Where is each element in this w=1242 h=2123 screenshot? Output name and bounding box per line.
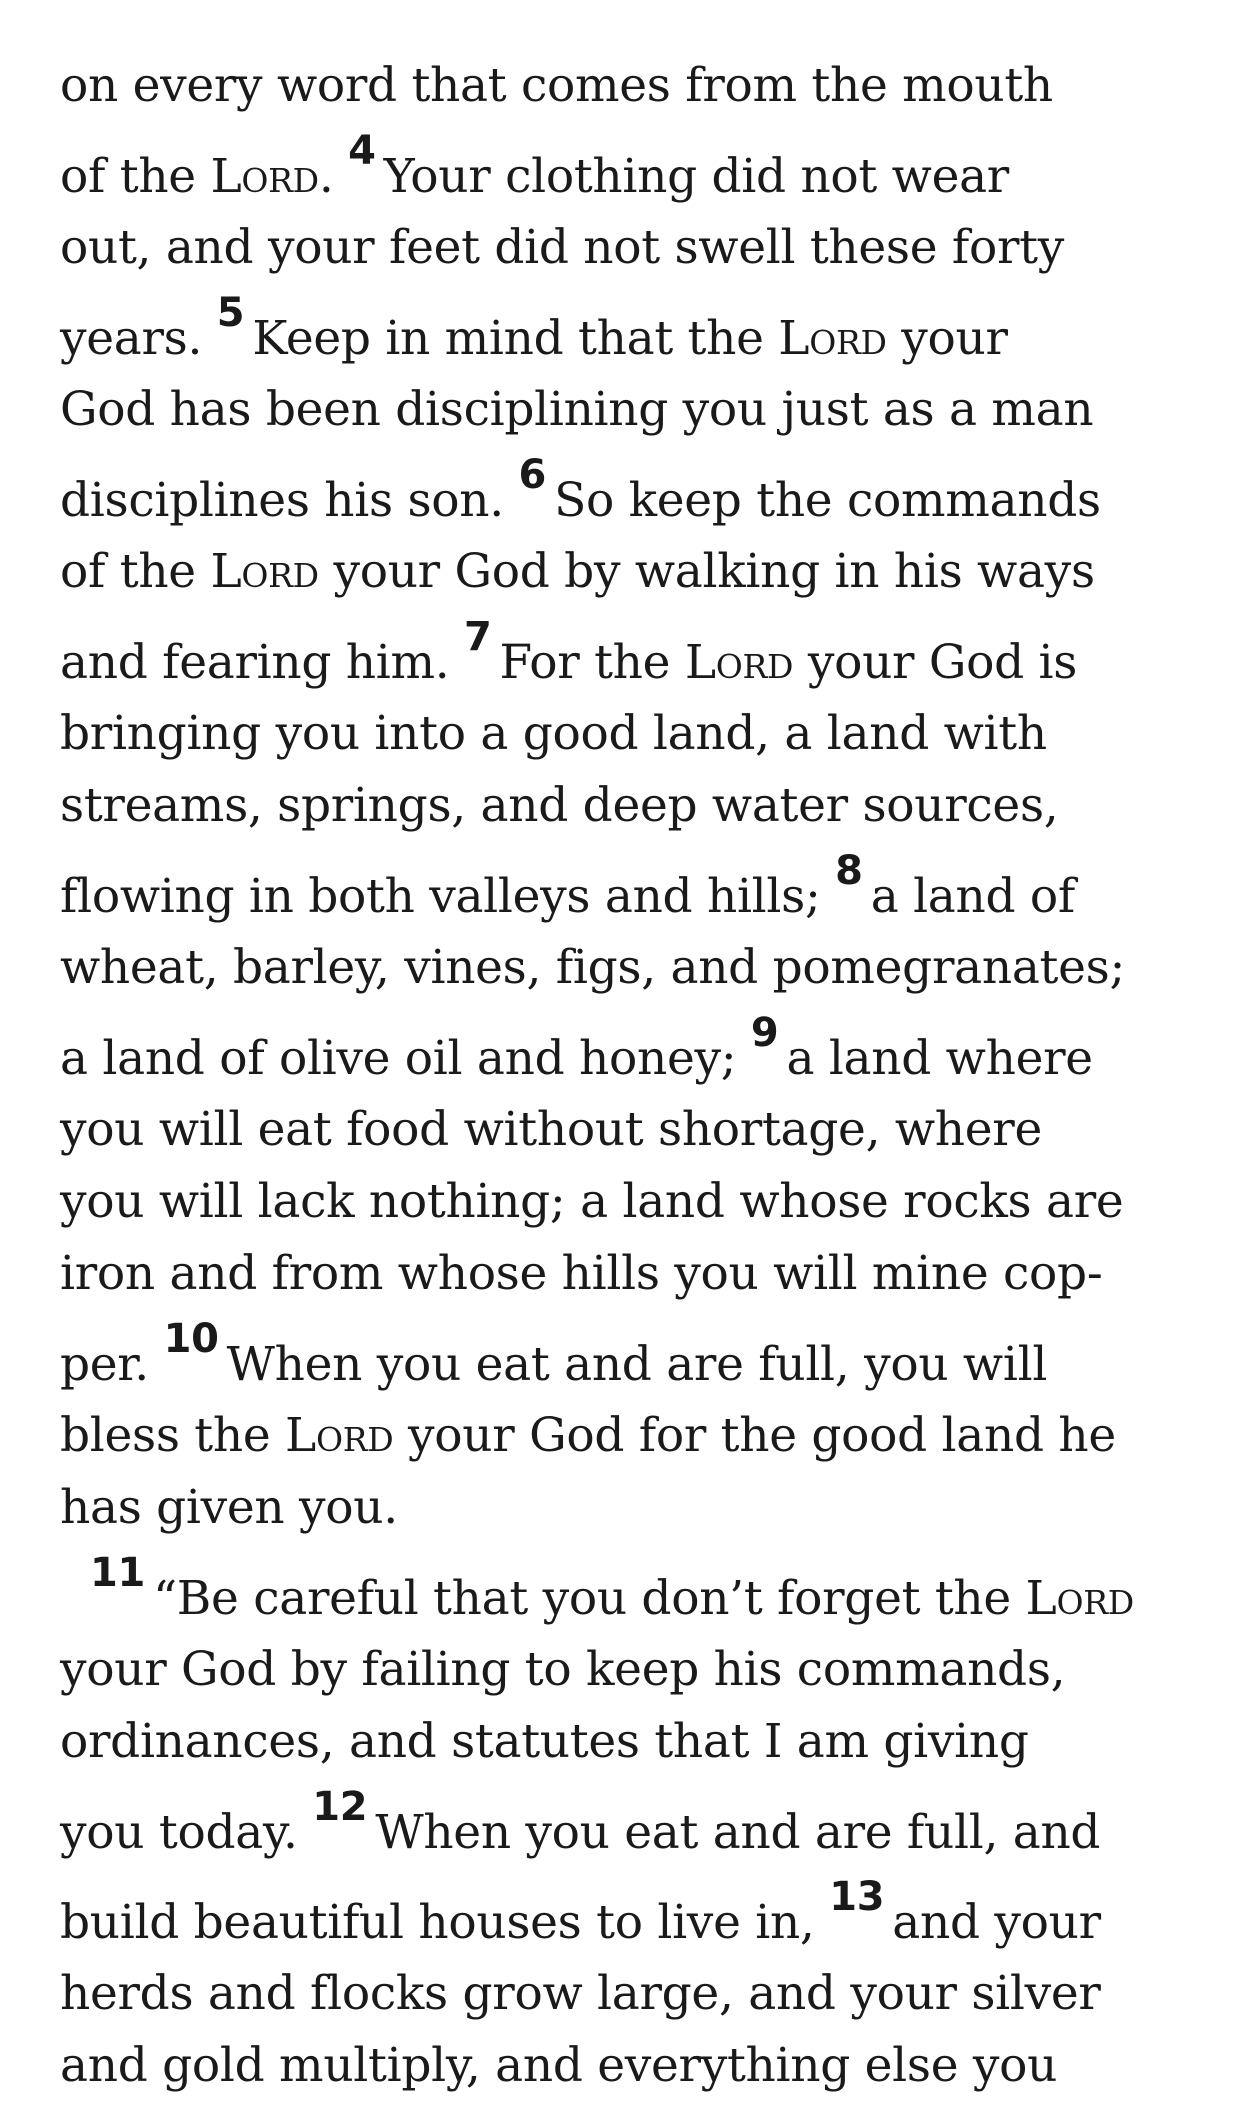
verse-text: per. (60, 1337, 164, 1392)
text-line (60, 2030, 1200, 2102)
verse-number: 11 (90, 1550, 146, 1596)
text-line (60, 284, 1200, 374)
verse-text: . (318, 149, 349, 204)
verse-text: and fearing him. (60, 635, 464, 690)
verse-text: of the (60, 149, 211, 204)
verse-text: When you eat and are full, you will (226, 1337, 1048, 1392)
verse-text: has given you. (60, 1480, 398, 1535)
text-line (60, 1310, 1200, 1400)
text-line (60, 1472, 1200, 1544)
verse-text: of the (60, 544, 211, 599)
divine-name: Lord (210, 149, 319, 204)
divine-name: Lord (1025, 1571, 1134, 1626)
verse-text: flowing in both valleys and hills; (60, 869, 836, 924)
divine-name: Lord (210, 544, 319, 599)
verse-text: For the (499, 635, 685, 690)
text-line (60, 842, 1200, 932)
text-line (60, 1400, 1200, 1472)
verse-text: Your clothing did not wear (383, 149, 1009, 204)
verse-number: 10 (163, 1316, 219, 1362)
verse-number: 8 (835, 848, 863, 894)
text-line (60, 1238, 1200, 1310)
text-line (60, 932, 1200, 1004)
text-line (60, 1544, 1200, 1634)
verse-number: 9 (750, 1010, 779, 1056)
text-line (60, 1868, 1200, 1958)
text-line (60, 1166, 1200, 1238)
text-line (60, 374, 1200, 446)
text-line (60, 536, 1200, 608)
text-line (60, 608, 1200, 698)
verse-text: out, and your feet did not swell these forty (60, 220, 1064, 275)
verse-number: 5 (216, 290, 245, 336)
verse-text: iron and from whose hills you will mine cop- (60, 1246, 1103, 1301)
verse-number: 4 (348, 128, 376, 174)
text-line (60, 122, 1200, 212)
text-line (60, 698, 1200, 770)
verse-text: you today. (60, 1805, 313, 1860)
verse-text: a land of olive oil and honey; (60, 1031, 751, 1086)
verse-number: 13 (829, 1874, 885, 1920)
verse-text: your (886, 311, 1008, 366)
verse-text: herds and flocks grow large, and your silver (60, 1966, 1101, 2021)
verse-text: a land where (786, 1031, 1093, 1086)
divine-name: Lord (285, 1408, 394, 1463)
text-line (60, 50, 1200, 122)
text-line (60, 1004, 1200, 1094)
text-line (60, 770, 1200, 842)
verse-text: streams, springs, and deep water sources, (60, 778, 1059, 833)
verse-text: bless the (60, 1408, 286, 1463)
text-line (60, 1094, 1200, 1166)
verse-text: you will eat food without shortage, where (60, 1102, 1042, 1157)
verse-number: 7 (464, 614, 492, 660)
verse-number: 12 (312, 1784, 368, 1830)
verse-text: ordinances, and statutes that I am giving (60, 1714, 1029, 1769)
divine-name: Lord (684, 635, 794, 690)
scripture-text (60, 50, 1200, 2102)
verse-text: you will lack nothing; a land whose rocks are (60, 1174, 1124, 1229)
verse-text: wheat, barley, vines, figs, and pomegranates; (60, 940, 1125, 995)
verse-text: years. (60, 311, 217, 366)
text-line (60, 1778, 1200, 1868)
verse-text: Keep in mind that the (252, 311, 779, 366)
verse-text: your God by walking in his ways (318, 544, 1095, 599)
text-line (60, 1706, 1200, 1778)
verse-text: and your (892, 1895, 1101, 1950)
text-line (60, 1958, 1200, 2030)
verse-number: 6 (518, 452, 547, 498)
verse-text: disciplines his son. (60, 473, 519, 528)
verse-text: your God is (793, 635, 1078, 690)
verse-text: and gold multiply, and everything else you (60, 2038, 1058, 2093)
verse-text: build beautiful houses to live in, (60, 1895, 830, 1950)
verse-text: bringing you into a good land, a land with (60, 706, 1047, 761)
verse-text: your God by failing to keep his commands, (60, 1642, 1066, 1697)
verse-text: So keep the commands (554, 473, 1101, 528)
verse-text: “Be careful that you don’t forget the (153, 1571, 1026, 1626)
text-line (60, 446, 1200, 536)
text-line (60, 212, 1200, 284)
text-line (60, 1634, 1200, 1706)
verse-text: on every word that comes from the mouth (60, 58, 1053, 113)
verse-text: God has been disciplining you just as a man (60, 382, 1094, 437)
verse-text: When you eat and are full, and (375, 1805, 1101, 1860)
verse-text: your God for the good land he (393, 1408, 1116, 1463)
verse-text: a land of (870, 869, 1076, 924)
divine-name: Lord (778, 311, 887, 366)
